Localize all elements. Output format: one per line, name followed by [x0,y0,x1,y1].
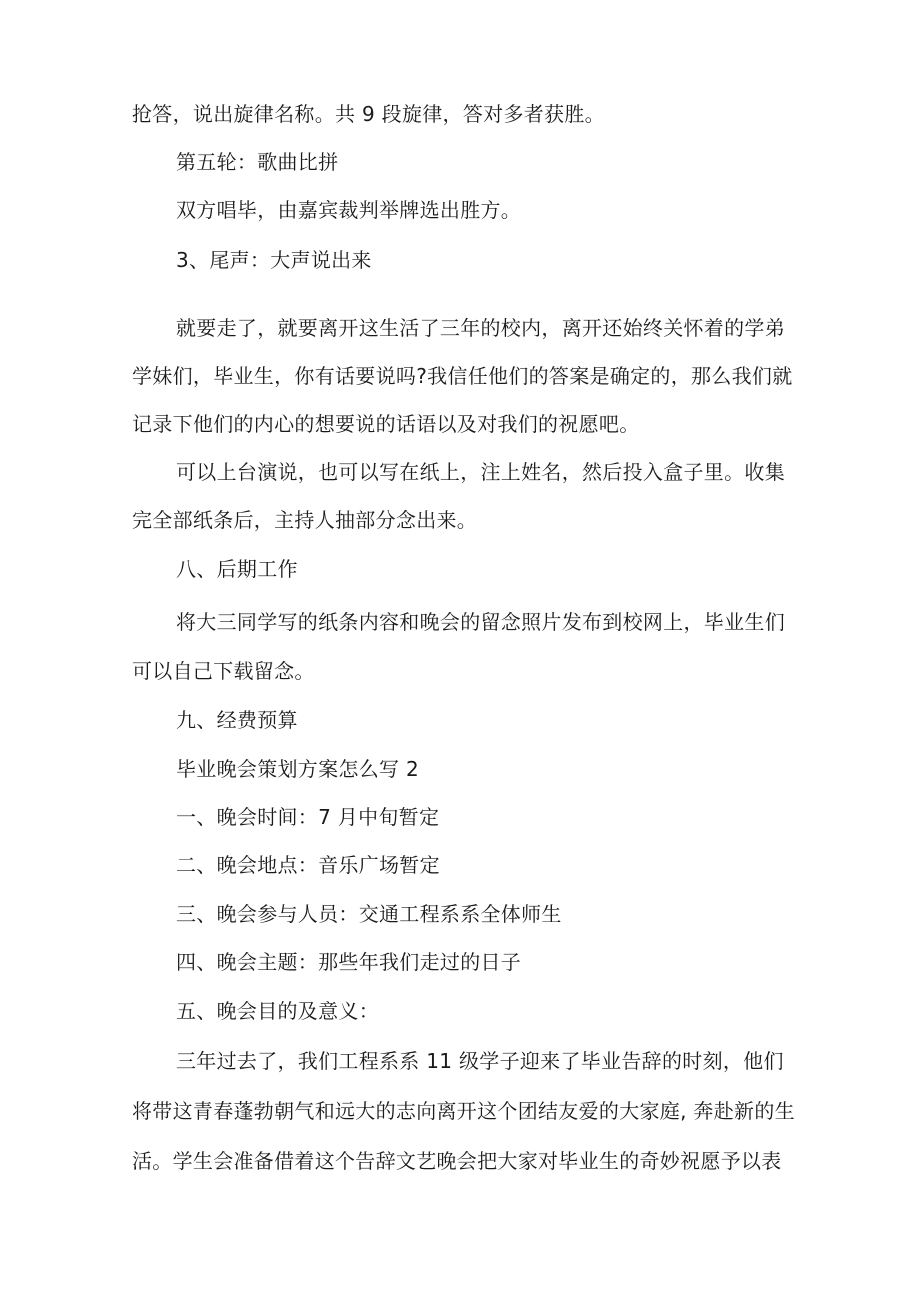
body-text-line: 完全部纸条后，主持人抽部分念出来。 [132,508,478,532]
body-text-line: 将带这青春蓬勃朝气和远大的志向离开这个团结友爱的大家庭, 奔赴新的生 [132,1099,795,1123]
body-text-line: 将大三同学写的纸条内容和晚会的留念照片发布到校网上，毕业生们 [176,610,785,634]
section-heading: 二、晚会地点：音乐广场暂定 [176,853,440,877]
document-title: 毕业晚会策划方案怎么写 2 [176,757,419,781]
body-text-line: 三年过去了，我们工程系系 11 级学子迎来了毕业告辞的时刻，他们 [176,1049,784,1073]
section-heading: 一、晚会时间：7 月中旬暂定 [176,805,440,829]
section-heading: 九、经费预算 [176,708,298,732]
section-heading: 四、晚会主题：那些年我们走过的日子 [176,950,522,974]
body-text-line: 双方唱毕，由嘉宾裁判举牌选出胜方。 [176,198,522,222]
body-text-line: 就要走了，就要离开这生活了三年的校内，离开还始终关怀着的学弟 [176,316,785,340]
section-heading: 八、后期工作 [176,557,298,581]
section-heading: 3、尾声：大声说出来 [176,248,372,272]
body-text-line: 可以上台演说，也可以写在纸上，注上姓名，然后投入盒子里。收集 [176,460,785,484]
section-heading: 三、晚会参与人员：交通工程系系全体师生 [176,902,562,926]
section-heading: 五、晚会目的及意义： [176,999,379,1023]
section-heading: 第五轮：歌曲比拼 [176,150,339,174]
body-text-line: 可以自己下载留念。 [132,659,315,683]
body-text-line: 抢答，说出旋律名称。共 9 段旋律，答对多者获胜。 [132,102,605,126]
body-text-line: 学妹们，毕业生，你有话要说吗?我信任他们的答案是确定的，那么我们就 [132,364,793,388]
body-text-line: 活。学生会准备借着这个告辞文艺晚会把大家对毕业生的奇妙祝愿予以表 [132,1149,782,1173]
body-text-line: 记录下他们的内心的想要说的话语以及对我们的祝愿吧。 [132,412,640,436]
